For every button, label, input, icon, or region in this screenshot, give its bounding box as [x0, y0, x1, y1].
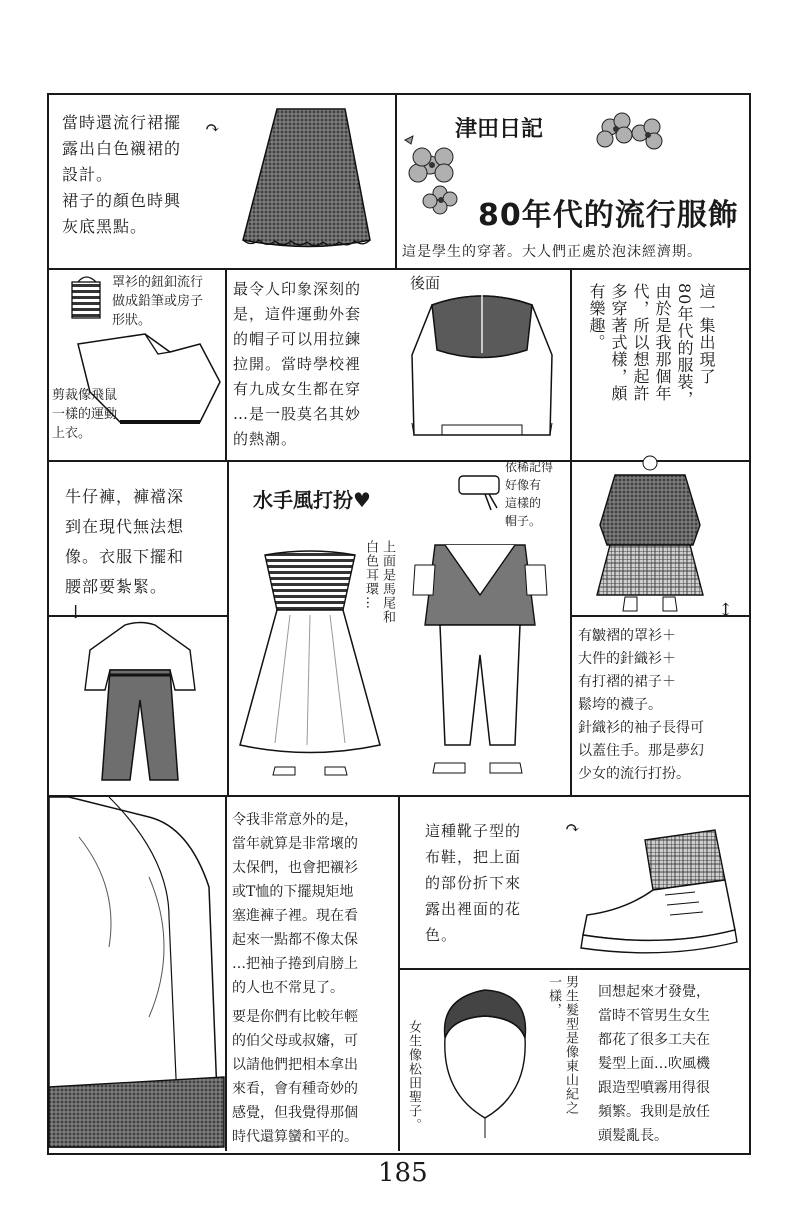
dreamy-text: 有皺褶的罩衫＋ 大件的針織衫＋ 有打褶的裙子＋ 鬆垮的襪子。 針織衫的袖子長得可 以蓋住手。那是夢幻 少女的流行打扮。 — [578, 628, 704, 782]
page-title: 80年代的流行服飾 — [478, 198, 739, 233]
bat-sleeve-note: 剪裁像飛鼠 一樣的運動 上衣。 — [52, 388, 118, 441]
hat-illustration — [455, 470, 505, 515]
boy-hair-note: 男生髮型是像東山紀之 一樣， — [546, 975, 578, 1115]
row-divider-1 — [47, 268, 749, 270]
col-divider-d — [227, 460, 229, 795]
jeans-text: 牛仔褲，褲襠深 到在現代無法想 像。衣服下擺和 腰部要紮緊。 — [65, 487, 185, 596]
series-note: 這一集出現了 80年代的服裝， 由於是我那個年 代，所以想起許 多穿著式樣，頗 有樂趣。 — [587, 283, 716, 408]
arrow-to-jeans: ↓ — [68, 602, 84, 623]
page-number: 185 — [378, 1158, 428, 1188]
hair-text: 回想起來才發覺， 當時不管男生女生 都花了很多工夫在 髮型上面…吹風機 跟造型噴霧用得很 頻繁。我則是放任 頭髮亂長。 — [598, 984, 710, 1144]
cardigan-outfit-illustration — [595, 455, 715, 615]
header-caption: 這是學生的穿著。大人們正處於泡沫經濟期。 — [402, 244, 702, 260]
shirt-closeup-illustration — [49, 797, 225, 1149]
sneaker-illustration — [575, 820, 745, 960]
row-divider-6 — [398, 968, 749, 970]
hood-text: 最令人印象深刻的 是，這件運動外套 的帽子可以用拉鍊 拉開。當時學校裡 有九成女生都在穿 …是一股莫名其妙 的熱潮。 — [233, 280, 362, 448]
boy-portrait-illustration — [430, 978, 540, 1143]
tuck-text-2: 要是你們有比較年輕 的伯父母或叔嬸，可 以請他們把相本拿出 來看，會有種奇妙的 感覺，但我覺得那個 時代還算蠻和平的。 — [232, 1009, 358, 1145]
dress-illustration — [235, 535, 385, 785]
hoodie-back-illustration — [402, 285, 562, 455]
arrow-to-shoe: ↷ — [565, 818, 581, 839]
shoe-text: 這種靴子型的 布鞋，把上面 的部份折下來 露出裡面的花 色。 — [425, 822, 522, 944]
diary-title: 津田日記 — [455, 117, 544, 142]
sailor-outfit-illustration — [405, 535, 555, 785]
col-divider-c — [570, 268, 572, 460]
col-divider-e — [570, 460, 572, 795]
tuck-text-1: 令我非常意外的是， 當年就算是非常壞的 太保們，也會把襯衫 或T恤的下擺規矩地 塞進褲子裡。現在看 起來一點都不像太保 …把袖子捲到肩膀上 的人也不常見了。 — [232, 812, 358, 996]
arrow-to-cardigan: ↕ — [718, 600, 734, 621]
button-note: 罩衫的鈕釦流行 做成鉛筆或房子 形狀。 — [112, 275, 204, 328]
jeans-outfit-illustration — [70, 620, 220, 790]
col-divider-b — [225, 268, 227, 460]
skirt-illustration — [225, 95, 390, 265]
skirt-text: 當時還流行裙擺 露出白色襯裙的 設計。 裙子的顏色時興 灰底黑點。 — [62, 113, 182, 236]
hat-note: 依稀記得 好像有 這樣的 帽子。 — [505, 460, 554, 528]
col-divider-a — [395, 93, 397, 268]
col-divider-f — [225, 795, 227, 1151]
earring-note: 上面是馬尾和 白色耳環… — [363, 540, 395, 624]
girl-hair-note: 女生像松田聖子。 — [406, 1020, 421, 1132]
back-label: 後面 — [410, 274, 441, 292]
arrow-to-skirt: ↷ — [205, 118, 221, 139]
sailor-title: 水手風打扮♥ — [253, 488, 371, 512]
